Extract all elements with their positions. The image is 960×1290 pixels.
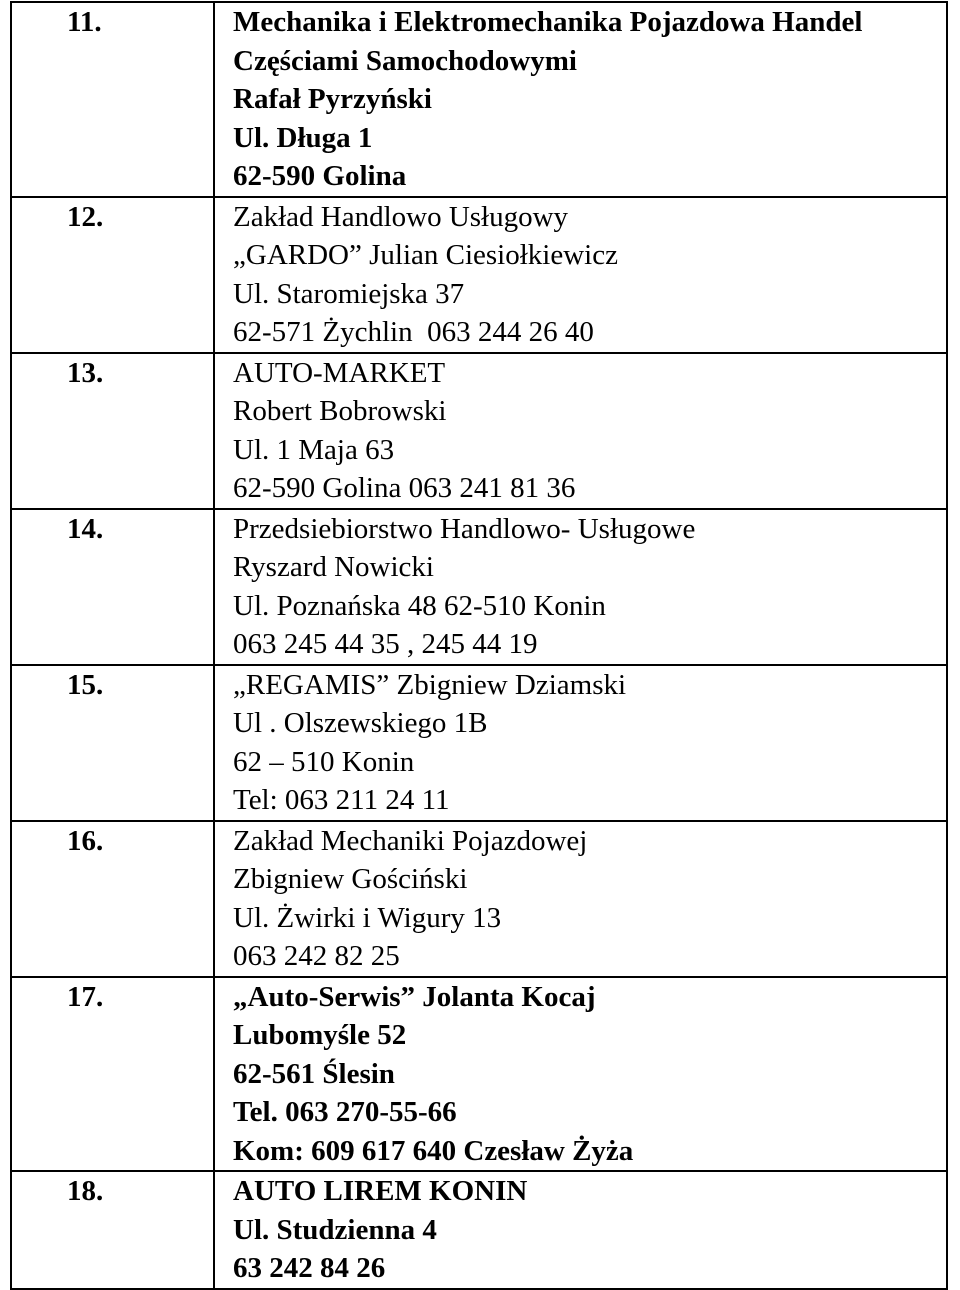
entry-number: 18. (11, 1171, 214, 1289)
entry-line: Tel. 063 270-55-66 (233, 1096, 457, 1128)
entry-line: Zbigniew Gościński (233, 863, 468, 895)
entry-line: 063 242 82 25 (233, 940, 400, 972)
entry-line: Ul. Poznańska 48 62-510 Konin (233, 589, 606, 622)
listing-row (11, 197, 947, 353)
entry-line: 62-561 Ślesin (233, 1057, 395, 1090)
listing-row (11, 1171, 947, 1289)
entry-line: 063 245 44 35 , 245 44 19 (233, 628, 538, 660)
entry-details (214, 353, 947, 509)
entry-details (214, 509, 947, 665)
entry-number: 12. (11, 197, 214, 353)
entry-details (214, 197, 947, 353)
entry-line: Zakład Mechaniki Pojazdowej (233, 824, 588, 857)
entry-number: 13. (11, 353, 214, 509)
entry-number: 17. (11, 977, 214, 1172)
entry-line: Częściami Samochodowymi (233, 44, 577, 77)
entry-line: Kom: 609 617 640 Czesław Żyża (233, 1134, 634, 1167)
entry-line: „REGAMIS” Zbigniew Dziamski (233, 668, 627, 701)
listing-row (11, 665, 947, 821)
entry-line: 62 – 510 Konin (233, 745, 415, 778)
entry-line: Ul. 1 Maja 63 (233, 433, 395, 466)
listing-row (11, 509, 947, 665)
listing-row (11, 2, 947, 197)
entry-number: 15. (11, 665, 214, 821)
entry-details (214, 821, 947, 977)
entry-line: 63 242 84 26 (233, 1252, 386, 1284)
entry-number: 16. (11, 821, 214, 977)
entry-line: Robert Bobrowski (233, 395, 447, 427)
entry-details (214, 1171, 947, 1289)
entry-line: Tel: 063 211 24 11 (233, 784, 450, 816)
entry-line: Ryszard Nowicki (233, 551, 434, 583)
entry-line: 62-590 Golina (233, 160, 407, 192)
entry-line: Ul. Długa 1 (233, 121, 373, 154)
entry-line: Ul. Staromiejska 37 (233, 277, 465, 310)
entry-line: AUTO-MARKET (233, 356, 446, 389)
listing-row (11, 821, 947, 977)
entry-line: Zakład Handlowo Usługowy (233, 200, 569, 233)
company-listing-table (10, 1, 948, 1290)
entry-line: Rafał Pyrzyński (233, 83, 432, 115)
entry-line: Lubomyśle 52 (233, 1019, 407, 1051)
entry-line: „GARDO” Julian Ciesiołkiewicz (233, 239, 618, 271)
entry-line: 62-590 Golina 063 241 81 36 (233, 472, 576, 504)
entry-number: 11. (11, 2, 214, 197)
entry-line: Mechanika i Elektromechanika Pojazdowa Handel (233, 6, 863, 38)
entry-line: 62-571 Żychlin 063 244 26 40 (233, 316, 594, 348)
entry-number: 14. (11, 509, 214, 665)
entry-details (214, 665, 947, 821)
entry-line: Ul. Żwirki i Wigury 13 (233, 901, 502, 934)
entry-line: Ul. Studzienna 4 (233, 1213, 437, 1246)
entry-line: Przedsiebiorstwo Handlowo- Usługowe (233, 512, 696, 545)
listing-row (11, 977, 947, 1172)
entry-line: AUTO LIREM KONIN (233, 1175, 528, 1207)
entry-details (214, 2, 947, 197)
entry-line: „Auto-Serwis” Jolanta Kocaj (233, 980, 596, 1013)
listing-row (11, 353, 947, 509)
entry-line: Ul . Olszewskiego 1B (233, 707, 488, 739)
entry-details (214, 977, 947, 1172)
